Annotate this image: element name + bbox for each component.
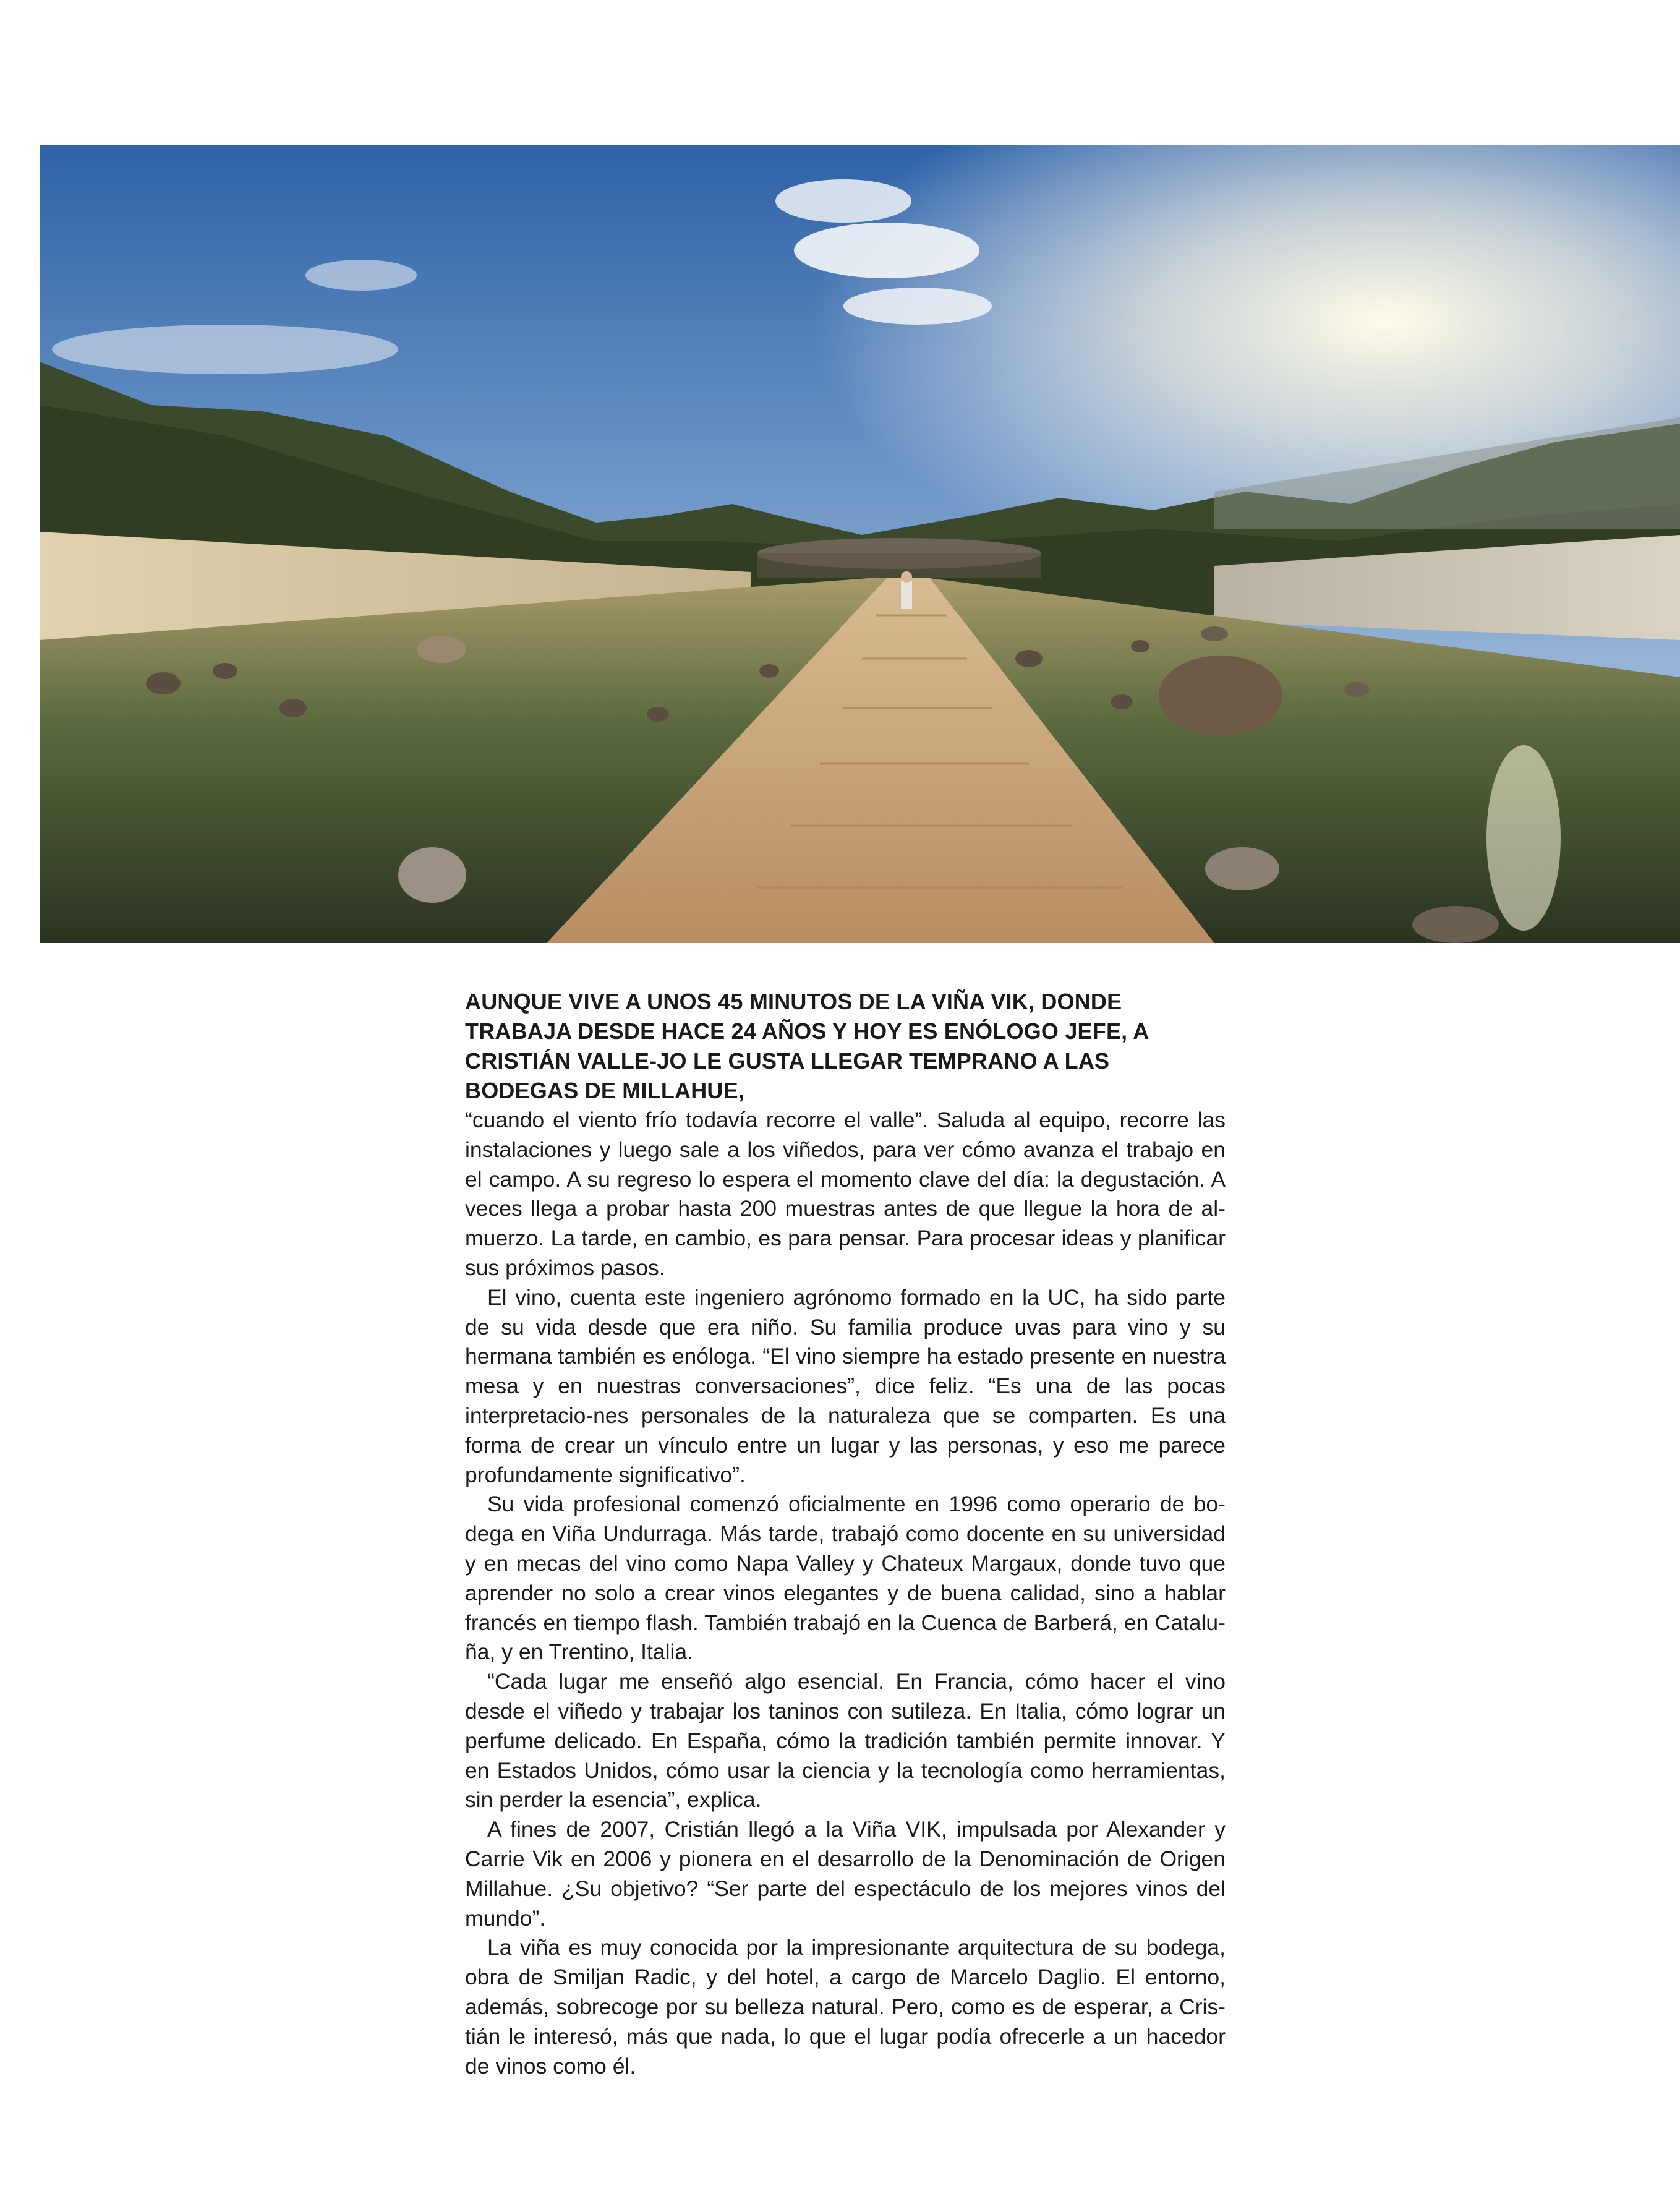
vineyard-landscape-image <box>40 145 1680 943</box>
article-body <box>465 987 1226 2081</box>
article-paragraph: “Cada lugar me enseñó algo esencial. En Francia, cómo hacer el vino desde el viñedo y trabajar los taninos con sutileza. En Italia, cómo lograr un perfume delicado. En España, cómo la tradición también permite innovar. Y en Estados Unidos, cómo usar la ciencia y la tecnología como herramientas, sin perder la esencia”, explica. <box>465 1669 1226 1813</box>
article-paragraph: La viña es muy conocida por la impresionante arquitectura de su bodega, obra de Smiljan Radic, y del hotel, a cargo de Marcelo Daglio. El entorno, además, sobrecoge por su belleza natural. Pero, como es de esperar, a Cris-tián le interesó, más que nada, lo que el lugar podía ofrecerle a un hacedor de vinos como él. <box>465 1935 1226 2078</box>
hero-photo <box>40 145 1680 943</box>
article-paragraph: “cuando el viento frío todavía recorre el valle”. Saluda al equipo, recorre las instalaciones y luego sale a los viñedos, para ver cómo avanza el trabajo en el campo. A su regreso lo espera el momento clave del día: la degustación. A veces llega a probar hasta 200 muestras antes de que llegue la hora de al-muerzo. La tarde, en cambio, es para pensar. Para procesar ideas y planificar sus próximos pasos. <box>465 1108 1226 1280</box>
article-paragraph: A fines de 2007, Cristián llegó a la Viña VIK, impulsada por Alexander y Carrie Vik en 2006 y pionera en el desarrollo de la Denominación de Origen Millahue. ¿Su objetivo? “Ser parte del espectáculo de los mejores vinos del mundo”. <box>465 1817 1226 1931</box>
article-paragraph: Su vida profesional comenzó oficialmente en 1996 como operario de bo-dega en Viña Undurraga. Más tarde, trabajó como docente en su universidad y en mecas del vino como Napa Valley y Chateux Margaux, donde tuvo que aprender no solo a crear vinos elegantes y de buena calidad, sino a hablar francés en tiempo flash. También trabajó en la Cuenca de Barberá, en Catalu-ña, y en Trentino, Italia. <box>465 1492 1226 1665</box>
article-lead: AUNQUE VIVE A UNOS 45 MINUTOS DE LA VIÑA VIK, DONDE TRABAJA DESDE HACE 24 AÑOS Y HOY ES ENÓLOGO JEFE, A CRISTIÁN VALLE-JO LE GUSTA LLEGAR TEMPRANO A LAS BODEGAS DE MILLAHUE, <box>465 989 1149 1103</box>
article-paragraph: El vino, cuenta este ingeniero agrónomo formado en la UC, ha sido parte de su vida desde que era niño. Su familia produce uvas para vino y su hermana también es enóloga. “El vino siempre ha estado presente en nuestra mesa y en nuestras conversaciones”, dice feliz. “Es una de las pocas interpretacio-nes personales de la naturaleza que se comparten. Es una forma de crear un vínculo entre un lugar y las personas, y eso me parece profundamente significativo”. <box>465 1284 1226 1487</box>
